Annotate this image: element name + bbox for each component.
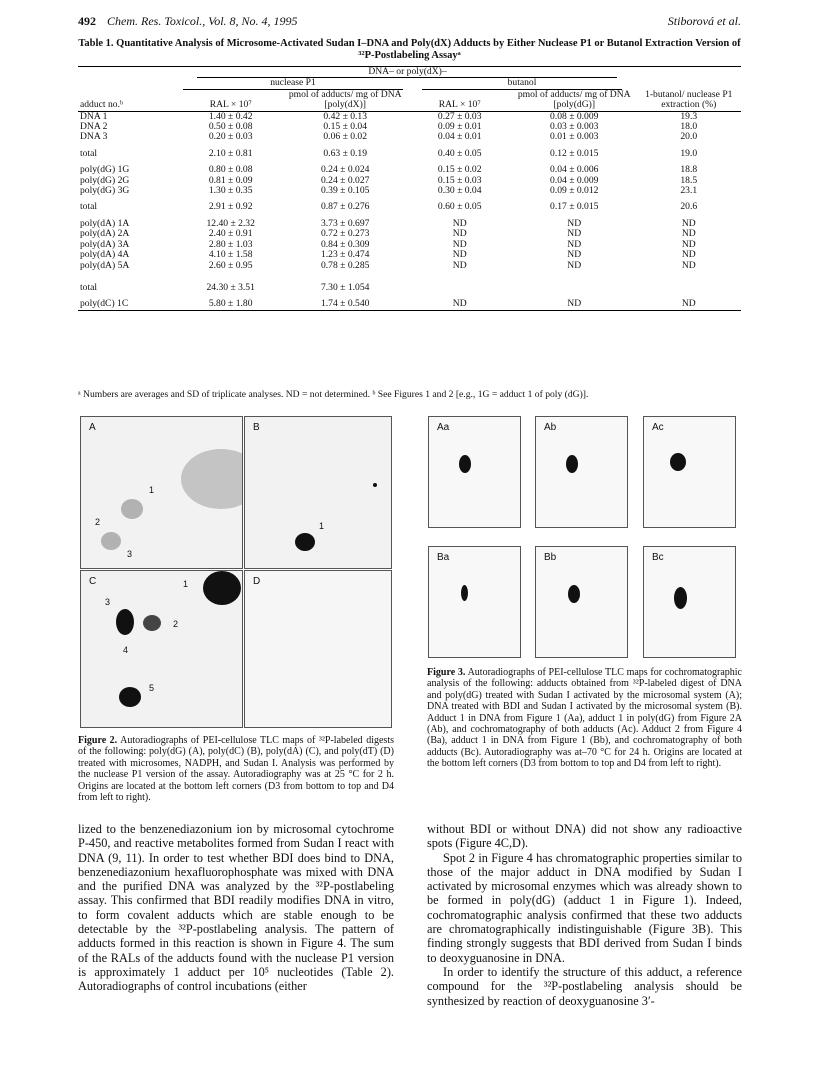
table-cell: 0.42 ± 0.13 [323,110,368,122]
table1-subgroup-nuclease: nuclease P1 [183,78,403,89]
spot-label: 1 [319,521,325,531]
table-cell: ND [681,259,696,271]
panel-label: B [253,422,260,433]
table-cell: 2.10 ± 0.81 [208,147,253,159]
table-cell: 23.1 [680,185,698,197]
table-cell: ND [452,217,467,229]
table-cell: 0.06 ± 0.02 [323,131,368,143]
table-cell: 0.72 ± 0.273 [320,228,370,240]
table-cell: 0.09 ± 0.012 [550,185,599,197]
table-row [78,176,741,186]
table-cell: 0.17 ± 0.015 [550,201,599,213]
panel-label: A [89,422,96,433]
table-row [78,299,741,310]
table-cell: 24.30 ± 3.51 [206,281,255,293]
table-cell: 0.78 ± 0.285 [320,259,370,271]
adduct-spot [116,609,134,635]
table-cell: 7.30 ± 1.054 [320,281,370,293]
table-row-label: total [80,281,98,293]
figure2-caption-text: Autoradiographs of PEI-cellulose TLC maps of ³²P-labeled digests of the following: poly(dG) (A), poly(dC) (B), poly(dA) (C), and poly(dT) (D) treated with microsomes, NADPH, and Sudan I. Analysis was performed by the nuclease P1 version of the assay. Autoradiography was at 25 °C for 2 h. Origins are located at the bottom left corners (D3 from bottom to top and D4 from left to right). [78,735,394,804]
figure2-panel-b [244,416,392,569]
table-cell: 1.30 ± 0.35 [208,185,253,197]
table-cell: 0.84 ± 0.309 [320,238,370,250]
spot-label: 4 [123,645,129,655]
table-cell: 0.04 ± 0.009 [550,174,599,186]
table-cell: 0.15 ± 0.04 [323,121,368,133]
body-column-left [78,822,394,994]
table-row [78,202,741,212]
table-cell: ND [681,228,696,240]
table-cell: 20.6 [680,201,698,213]
table-cell: 0.20 ± 0.03 [208,131,253,143]
panel-label: Ba [437,552,450,563]
table-cell: 0.09 ± 0.01 [437,121,482,133]
table-cell: 0.15 ± 0.03 [437,174,482,186]
table-cell: 0.30 ± 0.04 [437,185,482,197]
body-paragraph: without BDI or without DNA) did not show any radioactive spots (Figure 4C,D). [427,822,742,851]
table-cell: 2.40 ± 0.91 [208,228,253,240]
figure2-caption [78,735,394,803]
table1-footnote: ᵃ Numbers are averages and SD of triplicate analyses. ND = not determined. ᵇ See Figures 1 and 2 [e.g., 1G = adduct 1 of poly (dG)]. [78,389,589,400]
table-cell: ND [452,249,467,261]
table-cell: ND [681,238,696,250]
table-row-label: poly(dA) 2A [80,228,130,240]
panel-label: Bc [652,552,664,563]
adduct-spot [203,571,241,605]
table-row [78,240,741,250]
table-row-label: poly(dC) 1C [78,299,178,310]
table-cell: 2.80 ± 1.03 [208,238,253,250]
table-cell: 0.03 ± 0.003 [550,121,599,133]
figure3-panel-ba [428,546,521,658]
table-cell: 18.5 [680,174,698,186]
table-row-label: poly(dA) 4A [80,249,130,261]
table-cell: ND [452,259,467,271]
table-cell: 0.40 ± 0.05 [437,147,482,159]
table-cell: 0.27 ± 0.03 [437,110,482,122]
panel-label: Ac [652,422,664,433]
table-cell: 0.87 ± 0.276 [320,201,370,213]
table-cell: ND [567,249,582,261]
table-row-label: poly(dG) 3G [80,185,130,197]
table1-subgroup-butanol: butanol [422,78,622,89]
adduct-spot [101,532,121,550]
figure3-caption-label: Figure 3. [427,667,466,678]
table-cell: ND [512,299,637,310]
table-row-label: DNA 3 [80,131,108,143]
adduct-spot [568,585,580,603]
table-cell: 0.24 ± 0.027 [320,174,370,186]
table-row-label: total [80,147,98,159]
table-row [78,219,741,229]
table-row [78,132,741,142]
table-row-label: DNA 1 [80,110,108,122]
panel-label: Aa [437,422,450,433]
body-paragraph: In order to identify the structure of this adduct, a reference compound for the ³²P-postlabeling analysis should be synthesized by reaction of deoxyguanosine 3′- [427,964,742,1008]
table-cell: ND [567,228,582,240]
table-row [78,122,741,132]
table-row [78,250,741,260]
table-cell: ND [452,238,467,250]
adduct-spot [461,585,468,601]
table-cell: 0.80 ± 0.08 [208,164,253,176]
panel-label: Bb [544,552,557,563]
panel-label: D [253,576,261,587]
table-cell: 0.50 ± 0.08 [208,121,253,133]
adduct-spot [459,455,471,473]
table-row-label: DNA 2 [80,121,108,133]
panel-label: Ab [544,422,557,433]
table-cell: 19.3 [680,110,698,122]
table-cell: 0.60 ± 0.05 [437,201,482,213]
table-cell: 4.10 ± 1.58 [208,249,253,261]
table-cell: 0.63 ± 0.19 [323,147,368,159]
body-paragraph: Spot 2 in Figure 4 has chromatographic properties similar to those of the major adduct in DNA modified by Sudan I activated by microsomal enzymes which was already shown to be formed in poly(dG) (adduct 1 in Figure 1). Indeed, cochromatographic analysis confirmed that these two adducts are chromatographically indistinguishable (Figure 3B). This finding strongly suggests that BDI derived from Sudan I binds to deoxyguanosine in DNA. [427,850,742,965]
table-row [78,186,741,196]
running-header [78,14,741,30]
table-cell: 0.15 ± 0.02 [437,164,482,176]
figure2-panel-d [244,570,392,728]
table-cell: ND [681,217,696,229]
spot-label: 1 [149,485,155,495]
table-cell: 0.04 ± 0.006 [550,164,599,176]
figure3-panel-aa [428,416,521,528]
figure3-caption-text: Autoradiographs of PEI-cellulose TLC maps for cochromatographic analysis of the following: adducts obtained from ³²P-labeled digest of DNA and poly(dG) treated with Sudan I activated by the microsomal system (A); DNA treated with BDI and Sudan I activated by the microsomal system (B). Adduct 1 in DNA from Figure 1 (Aa), adduct 1 in poly(dG) from Figure 2A (Ab), and cochromatography of both adducts (Ac). Adduct 2 from Figure 4 (Ba), adduct 1 in DNA from Figure 1 (Bb), and cochromatography of both adducts (Bc). Autoradiography was at–70 °C for 24 h. Origins are located at the bottom left corners (D3 from bottom to top and D4 from left to right). [427,667,742,770]
page-number: 492 [78,14,96,28]
table-cell: 20.0 [680,131,698,143]
spot-label: 2 [95,517,101,527]
table-cell [407,283,511,293]
figure3-panel-bc [643,546,736,658]
table-row [78,261,741,271]
body-paragraph: lized to the benzenediazonium ion by microsomal cytochrome P-450, and reactive metabolites formed from Sudan I react with DNA (9, 11). In order to test whether BDI does bind to DNA, benzenediazonium hexafluorophosphate was mixed with DNA and the purified DNA was analyzed by the ³²P-postlabeling assay. This confirmed that BDI readily modifies DNA in vitro, to form covalent adducts which are stable enough to be detectable by the ³²P-postlabeling analysis. The pattern of adducts formed in this reaction is shown in Figure 4. The sum of the RALs of the adducts found with the nuclease P1 version is approximately 1 adduct per 10⁵ nucleotides (Table 2). Autoradiographs of control incubations (either [78,822,394,994]
adduct-spot [670,453,686,471]
table-cell [512,283,637,293]
table-cell: 2.60 ± 0.95 [208,259,253,271]
table-cell: 2.91 ± 0.92 [208,201,253,213]
figure3-caption [427,667,742,770]
table-cell: 0.12 ± 0.015 [550,147,599,159]
table-cell: 1.40 ± 0.42 [208,110,253,122]
adduct-spot [121,499,143,519]
table-cell: 19.0 [680,147,698,159]
spot-label: 1 [183,579,189,589]
figure2-panel-a [80,416,243,569]
spot-label: 5 [149,683,155,693]
table1-col-header: pmol of adducts/ mg of DNA [poly(dG)] [512,90,637,111]
adduct-spot [295,533,315,551]
figure3-panel-ab [535,416,628,528]
table-cell: 0.81 ± 0.09 [208,174,253,186]
figure3-panel-ac [643,416,736,528]
table-row [78,229,741,239]
table-cell: ND [681,249,696,261]
table-cell: 0.39 ± 0.105 [320,185,370,197]
table-cell: ND [637,299,741,310]
table-row-label: poly(dG) 2G [80,174,130,186]
table-row-label: poly(dA) 3A [80,238,130,250]
table-cell: 1.23 ± 0.474 [320,249,370,261]
table1-group-header: DNA– or poly(dX)– [197,67,617,78]
table1-col-header: pmol of adducts/ mg of DNA [poly(dX)] [283,90,408,111]
background-smear [181,449,243,509]
table-cell: 0.24 ± 0.024 [320,164,370,176]
table-cell [637,283,741,293]
table1-col-header: adduct no.ᵇ [78,90,178,111]
table-row [78,149,741,159]
spot-label: 2 [173,619,179,629]
table1 [78,66,741,311]
table-cell: ND [407,299,511,310]
table-cell: 3.73 ± 0.697 [320,217,370,229]
table1-col-header: RAL × 10⁷ [407,90,511,111]
table-cell: ND [567,259,582,271]
table-cell: 18.0 [680,121,698,133]
figure2-caption-label: Figure 2. [78,735,118,746]
table-row-label: total [80,201,98,213]
table1-col-header: RAL × 10⁷ [178,90,282,111]
table-cell: 0.01 ± 0.003 [550,131,599,143]
adduct-spot [566,455,578,473]
table-row [78,283,741,293]
adduct-spot [373,483,377,487]
journal-citation: Chem. Res. Toxicol., Vol. 8, No. 4, 1995 [107,14,298,28]
table-cell: ND [567,217,582,229]
spot-label: 3 [127,549,133,559]
figure2-panel-c [80,570,243,728]
table-row-label: poly(dA) 5A [80,259,130,271]
table-cell: ND [452,228,467,240]
table-row [78,165,741,175]
figure3-panel-bb [535,546,628,658]
spot-label: 3 [105,597,111,607]
table-cell: 0.04 ± 0.01 [437,131,482,143]
adduct-spot [674,587,687,609]
panel-label: C [89,576,97,587]
table-cell: 1.74 ± 0.540 [283,299,408,310]
body-column-right [427,822,742,1008]
running-authors: Stiborová et al. [667,14,741,28]
table-cell: 0.08 ± 0.009 [550,110,599,122]
table1-title: Table 1. Quantitative Analysis of Microsome-Activated Sudan I–DNA and Poly(dX) Adducts by Either Nuclease P1 or Butanol Extraction Version of ³²P-Postlabeling Assayᵃ [78,38,741,61]
adduct-spot [119,687,141,707]
table-row-label: poly(dA) 1A [80,217,130,229]
table-row [78,111,741,122]
table-cell: ND [567,238,582,250]
table1-col-header: 1-butanol/ nuclease P1 extraction (%) [637,90,741,111]
table-cell: 5.80 ± 1.80 [178,299,282,310]
table-row-label: poly(dG) 1G [80,164,130,176]
table-cell: 18.8 [680,164,698,176]
adduct-spot [143,615,161,631]
table-cell: 12.40 ± 2.32 [206,217,255,229]
